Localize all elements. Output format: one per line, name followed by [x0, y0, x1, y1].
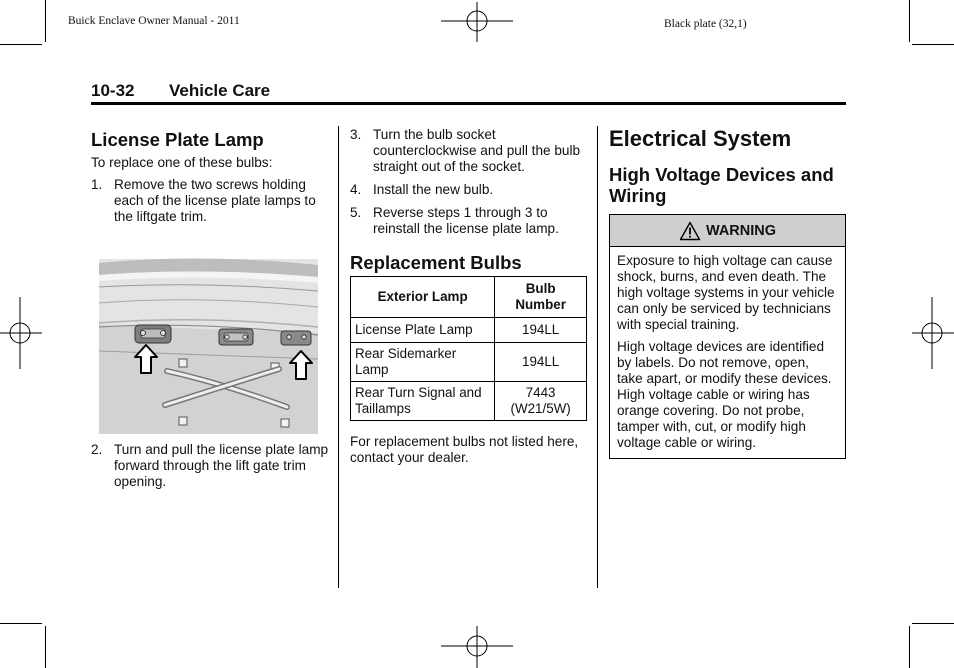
crop-mark: [909, 0, 910, 42]
list-item: [350, 127, 588, 175]
plate-info: Black plate (32,1): [664, 18, 747, 30]
replacement-note: For replacement bulbs not listed here, contact your dealer.: [350, 434, 579, 465]
replacement-bulbs-heading: Replacement Bulbs: [350, 252, 522, 273]
steps-list: [350, 127, 588, 237]
crop-mark: [909, 626, 910, 668]
lamp-cell: License Plate Lamp: [351, 318, 495, 343]
crop-mark: [0, 44, 42, 45]
step-text: Turn the bulb socket counterclockwise and pull the bulb straight out of the socket.: [373, 127, 581, 174]
column-divider: [597, 126, 598, 588]
steps-list: [91, 442, 331, 490]
step-text: Reverse steps 1 through 3 to reinstall the license plate lamp.: [373, 205, 559, 236]
bulb-table: [350, 276, 587, 421]
lamp-cell: Rear Turn Signal and Taillamps: [351, 382, 495, 421]
crop-mark: [912, 623, 954, 624]
crop-mark: [45, 0, 46, 42]
warning-paragraph: High voltage devices are identified by labels. Do not remove, open, take apart, or modify these devices. High voltage cable or wiring has orange covering. Do not probe, tamper with, cut, or modify high voltage cable or wiring.: [617, 339, 832, 450]
step-number: 4.: [350, 182, 362, 197]
running-header: [91, 81, 846, 105]
column-electrical-system: [609, 126, 846, 459]
step-number: 2.: [91, 442, 103, 457]
manual-title: Buick Enclave Owner Manual - 2011: [68, 15, 240, 27]
column-header-bulb-number: Bulb Number: [495, 277, 587, 318]
table-header-row: [351, 277, 587, 318]
table-row: [351, 318, 587, 343]
list-item: [91, 442, 331, 490]
high-voltage-heading: High Voltage Devices and Wiring: [609, 164, 834, 206]
column-license-plate-lamp: [91, 126, 331, 490]
section-title: Vehicle Care: [169, 81, 271, 100]
crop-mark: [0, 623, 42, 624]
step-text: Install the new bulb.: [373, 182, 494, 197]
step-number: 3.: [350, 127, 362, 142]
bulb-number-cell: 194LL: [495, 318, 587, 343]
list-item: [350, 182, 588, 198]
table-row: [351, 382, 587, 421]
crop-mark: [45, 626, 46, 668]
warning-triangle-icon: [679, 221, 701, 241]
step-text: Turn and pull the license plate lamp forward through the lift gate trim opening.: [114, 442, 329, 489]
bulb-number-cell: 7443 (W21/5W): [495, 382, 587, 421]
warning-label: WARNING: [705, 222, 777, 239]
license-plate-lamp-heading: License Plate Lamp: [91, 129, 264, 150]
column-header-exterior-lamp: Exterior Lamp: [351, 277, 495, 318]
step-text: Remove the two screws holding each of the license plate lamps to the liftgate trim.: [114, 177, 316, 224]
warning-body: [610, 247, 845, 458]
license-plate-lamp-illustration-icon: [91, 255, 318, 438]
intro-text: To replace one of these bulbs:: [91, 155, 273, 170]
registration-mark-icon: [912, 297, 954, 369]
column-divider: [338, 126, 339, 588]
registration-mark-icon: [441, 2, 513, 42]
crop-mark: [912, 44, 954, 45]
list-item: [91, 177, 331, 225]
steps-list: [91, 177, 331, 225]
column-steps-and-bulbs: [350, 126, 588, 466]
electrical-system-heading: Electrical System: [609, 126, 792, 151]
warning-box: [609, 214, 846, 459]
step-number: 5.: [350, 205, 362, 220]
registration-mark-icon: [0, 297, 42, 369]
registration-mark-icon: [441, 626, 513, 668]
warning-header: [610, 215, 845, 247]
table-row: [351, 343, 587, 382]
lamp-cell: Rear Sidemarker Lamp: [351, 343, 495, 382]
warning-paragraph: Exposure to high voltage can cause shock, burns, and even death. The high voltage systems in your vehicle can only be serviced by technicians with special training.: [617, 253, 835, 332]
page-number: 10-32: [91, 81, 135, 100]
list-item: [350, 205, 588, 237]
bulb-number-cell: 194LL: [495, 343, 587, 382]
step-number: 1.: [91, 177, 103, 192]
